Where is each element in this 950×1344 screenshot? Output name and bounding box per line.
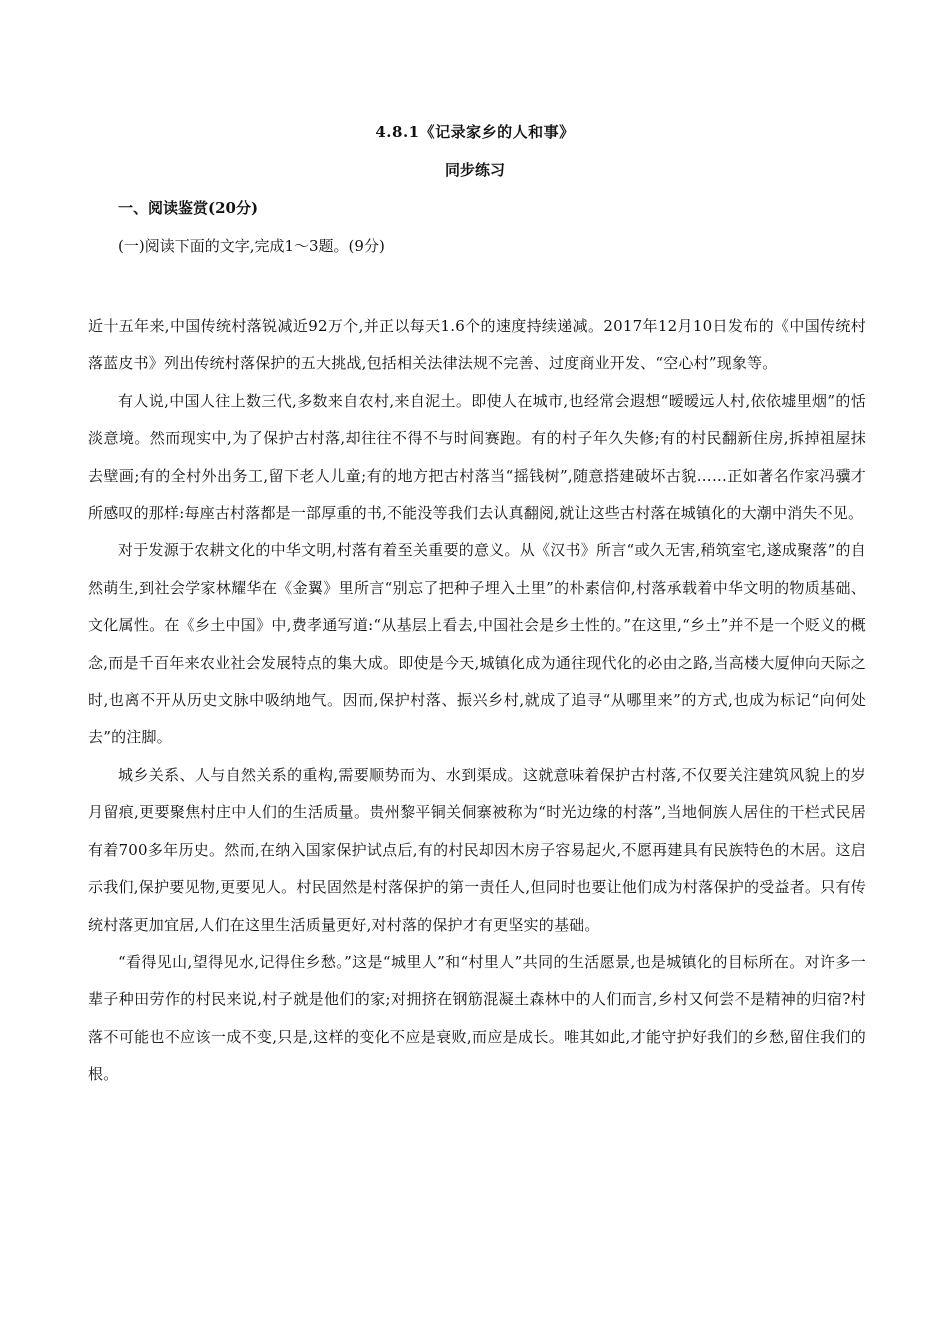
document-subtitle: 同步练习 [444,161,505,179]
question-instruction: (一)阅读下面的文字,完成1～3题。(9分) [118,237,385,255]
document-title: 4.8.1《记录家乡的人和事》 [375,123,575,141]
reading-passage [88,308,866,1094]
passage-paragraph-2: 有人说,中国人往上数三代,多数来自农村,来自泥土。即使人在城市,也经常会遐想“暧暧远人村,依依墟里烟”的恬淡意境。然而现实中,为了保护古村落,却往往不得不与时间赛跑。有的村子年久失修;有的村民翻新住房,拆掉祖屋抹去壁画;有的全村外出务工,留下老人儿童;有的地方把古村落当“摇钱树”,随意搭建破坏古貌……正如著名作家冯骥才所感叹的那样:每座古村落都是一部厚重的书,不能没等我们去认真翻阅,就让这些古村落在城镇化的大潮中消失不见。 [88,391,866,523]
passage-paragraph-5: “看得见山,望得见水,记得住乡愁。”这是“城里人”和“村里人”共同的生活愿景,也是城镇化的目标所在。对许多一辈子种田劳作的村民来说,村子就是他们的家;对拥挤在钢筋混凝土森林中的人们而言,乡村又何尝不是精神的归宿?村落不可能也不应该一成不变,只是,这样的变化不应是衰败,而应是成长。唯其如此,才能守护好我们的乡愁,留住我们的根。 [88,952,866,1084]
passage-paragraph-1: 近十五年来,中国传统村落锐减近92万个,并正以每天1.6个的速度持续递减。2017年12月10日发布的《中国传统村落蓝皮书》列出传统村落保护的五大挑战,包括相关法律法规不完善、过度商业开发、“空心村”现象等。 [88,317,866,373]
passage-paragraph-3: 对于发源于农耕文化的中华文明,村落有着至关重要的意义。从《汉书》所言“或久无害,稍筑室宅,遂成聚落”的自然萌生,到社会学家林耀华在《金翼》里所言“别忘了把种子埋入土里”的朴素信仰,村落承载着中华文明的物质基础、文化属性。在《乡土中国》中,费孝通写道:“从基层上看去,中国社会是乡土性的。”在这里,“乡土”并不是一个贬义的概念,而是千百年来农业社会发展特点的集大成。即使是今天,城镇化成为通往现代化的必由之路,当高楼大厦伸向天际之时,也离不开从历史文脉中吸纳地气。因而,保护村落、振兴乡村,就成了追寻“从哪里来”的方式,也成为标记“向何处去”的注脚。 [88,541,866,747]
section-heading: 一、阅读鉴赏(20分) [118,199,259,217]
passage-paragraph-4: 城乡关系、人与自然关系的重构,需要顺势而为、水到渠成。这就意味着保护古村落,不仅要关注建筑风貌上的岁月留痕,更要聚焦村庄中人们的生活质量。贵州黎平铜关侗寨被称为“时光边缘的村落”,当地侗族人居住的干栏式民居有着700多年历史。然而,在纳入国家保护试点后,有的村民却因木房子容易起火,不愿再建具有民族特色的木居。这启示我们,保护要见物,更要见人。村民固然是村落保护的第一责任人,但同时也要让他们成为村落保护的受益者。只有传统村落更加宜居,人们在这里生活质量更好,对村落的保护才有更坚实的基础。 [88,765,866,934]
